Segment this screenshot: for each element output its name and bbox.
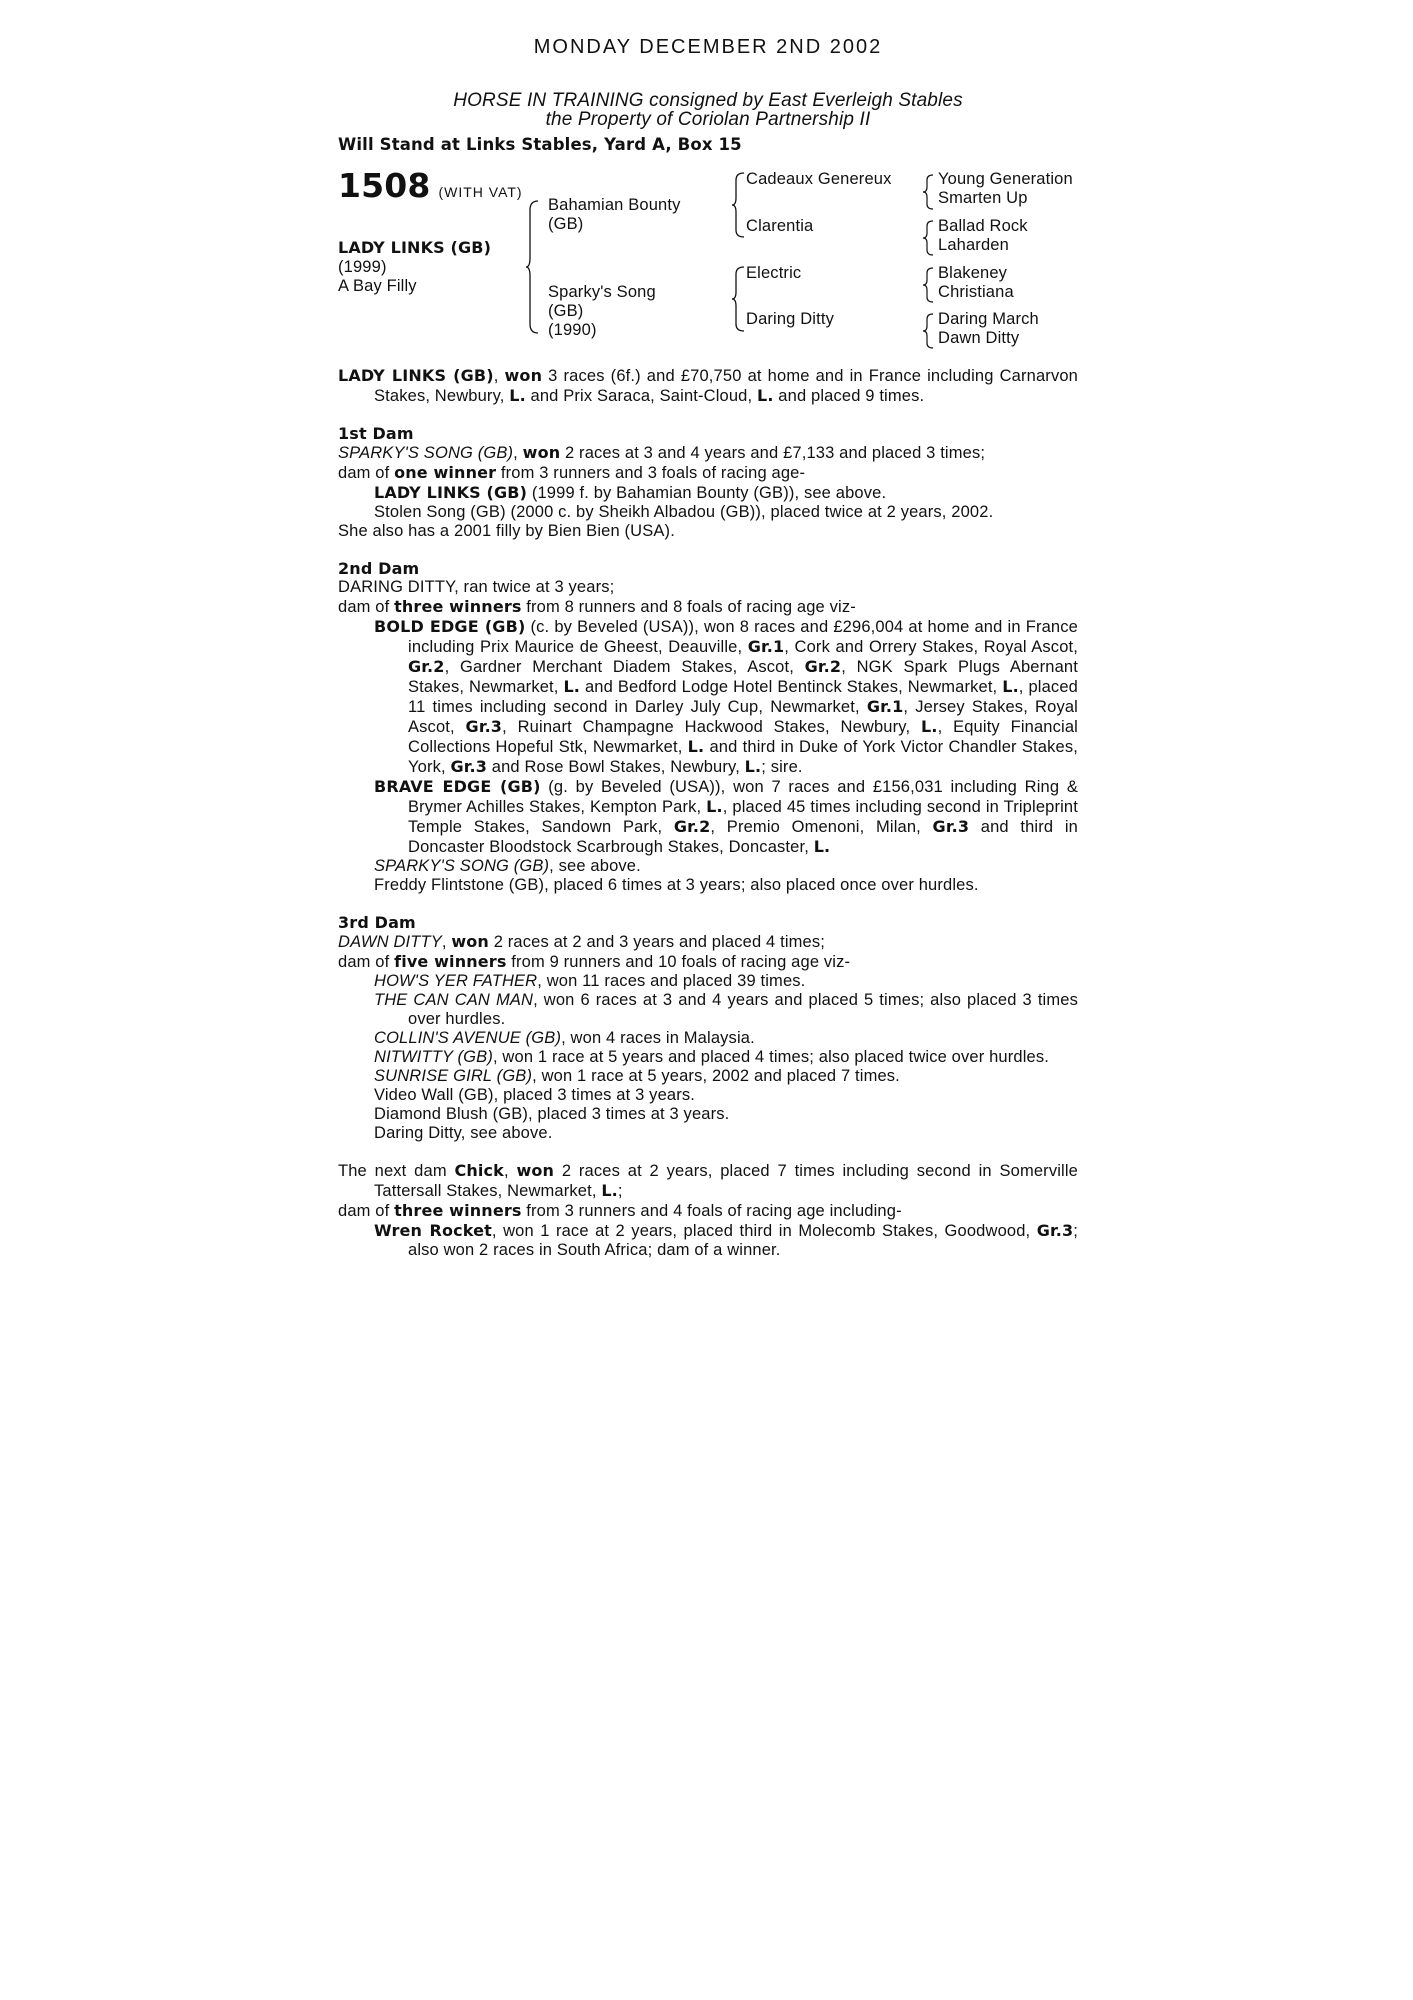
lot-number-line [338,166,523,205]
first-dam-record: SPARKY'S SONG (GB), won 2 races at 3 and 4 years and £7,133 and placed 3 times; [338,443,986,462]
progeny-entry: Daring Ditty, see above. [374,1124,553,1142]
pedigree-brace-sire [732,172,746,238]
first-dam-produce: dam of one winner from 3 runners and 3 foals of racing age- [338,463,806,482]
next-dam-section [338,1161,1078,1260]
progeny-entry: COLLIN'S AVENUE (GB), won 4 races in Malaysia. [374,1029,755,1047]
second-dam-record: DARING DITTY, ran twice at 3 years; [338,578,615,596]
sire-country: (GB) [548,215,584,233]
pedigree-brace-gg3 [923,267,935,303]
dam-sire: Electric [746,264,802,282]
progeny-entry: NITWITTY (GB), won 1 race at 5 years and placed 4 times; also placed twice over hurdles. [374,1048,1050,1066]
progeny-entry: Video Wall (GB), placed 3 times at 3 years. [374,1086,695,1104]
pedigree-brace-dam [732,266,746,332]
second-dam-produce: dam of three winners from 8 runners and 8 foals of racing age viz- [338,597,856,616]
dam-name: Sparky's Song [548,283,656,301]
horse-year: (1999) [338,258,387,276]
horse-description: A Bay Filly [338,277,417,295]
progeny-entry: HOW'S YER FATHER, won 11 races and placed 39 times. [374,972,806,990]
progeny-entry: Wren Rocket, won 1 race at 2 years, placed third in Molecomb Stakes, Goodwood, Gr.3; also won 2 races in South Africa; dam of a winner. [374,1221,1078,1259]
gg-sire-sire-dam: Smarten Up [938,189,1028,207]
progeny-entry: SUNRISE GIRL (GB), won 1 race at 5 years, 2002 and placed 7 times. [374,1067,900,1085]
progeny-entry: THE CAN CAN MAN, won 6 races at 3 and 4 years and placed 5 times; also placed 3 times over hurdles. [374,991,1078,1028]
progeny-entry: SPARKY'S SONG (GB), see above. [374,857,641,875]
gg-dam-dam-sire: Daring March [938,310,1039,328]
lot-number: 1508 [338,166,431,205]
sale-date: MONDAY DECEMBER 2ND 2002 [533,36,883,58]
pedigree-brace-gg2 [923,220,935,256]
progeny-entry: BRAVE EDGE (GB) (g. by Beveled (USA)), won 7 races and £156,031 including Ring & Brymer Achilles Stakes, Kempton Park, L., placed 45 times including second in Tripleprint Temple Stakes, Sandown Park, Gr.2, Premio Omenoni, Milan, Gr.3 and third in Doncaster Bloodstock Scarbrough Stakes, Doncaster, L. [374,777,1079,856]
gg-sire-sire-sire: Young Generation [938,170,1073,188]
progeny-entry: LADY LINKS (GB) (1999 f. by Bahamian Bounty (GB)), see above. [374,483,887,502]
third-dam-produce: dam of five winners from 9 runners and 10 foals of racing age viz- [338,952,851,971]
gg-dam-sire-sire: Blakeney [938,264,1008,282]
pedigree-table [338,166,1078,362]
sire-dam: Clarentia [746,217,814,235]
progeny-entry: BOLD EDGE (GB) (c. by Beveled (USA)), won 8 races and £296,004 at home and in France including Prix Maurice de Gheest, Deauville, Gr.1, Cork and Orrery Stakes, Royal Ascot, Gr.2, Gardner Merchant Diadem Stakes, Ascot, Gr.2, NGK Spark Plugs Abernant Stakes, Newmarket, L. and Bedford Lodge Hotel Bentinck Stakes, Newmarket, L., placed 11 times including second in Darley July Cup, Newmarket, Gr.1, Jersey Stakes, Royal Ascot, Gr.3, Ruinart Champagne Hackwood Stakes, Newbury, L., Equity Financial Collections Hopeful Stk, Newmarket, L. and third in Duke of York Victor Chandler Stakes, York, Gr.3 and Rose Bowl Stakes, Newbury, L.; sire. [374,617,1078,776]
next-dam-record: The next dam Chick, won 2 races at 2 years, placed 7 times including second in Somerville Tattersall Stakes, Newmarket, L.; [338,1161,1078,1200]
dam-country: (GB) [548,302,584,320]
second-dam-heading: 2nd Dam [338,559,420,578]
catalogue-page [338,38,1078,1260]
consignment-line-2: the Property of Coriolan Partnership II [545,109,871,130]
gg-sire-dam-dam: Laharden [938,236,1009,254]
consignment-line-1: HORSE IN TRAINING consigned by East Everleigh Stables [453,90,963,111]
third-dam-record: DAWN DITTY, won 2 races at 2 and 3 years and placed 4 times; [338,932,825,951]
pedigree-brace-gg4 [923,313,935,349]
second-dam-section [338,559,1078,895]
sire-sire: Cadeaux Genereux [746,170,892,188]
dam-dam: Daring Ditty [746,310,834,328]
pedigree-brace-gg1 [923,174,935,210]
gg-dam-dam-dam: Dawn Ditty [938,329,1020,347]
pedigree-brace-main [526,200,540,334]
gg-sire-dam-sire: Ballad Rock [938,217,1028,235]
horse-name: LADY LINKS (GB) [338,238,492,257]
dam-year: (1990) [548,321,597,339]
progeny-entry: Diamond Blush (GB), placed 3 times at 3 years. [374,1105,730,1123]
third-dam-section [338,913,1078,1143]
first-dam-heading: 1st Dam [338,424,414,443]
gg-dam-sire-dam: Christiana [938,283,1014,301]
next-dam-produce: dam of three winners from 3 runners and 4 foals of racing age including- [338,1201,902,1220]
sire-name: Bahamian Bounty [548,196,681,214]
progeny-entry: Stolen Song (GB) (2000 c. by Sheikh Albadou (GB)), placed twice at 2 years, 2002. [374,503,994,521]
first-dam-note: She also has a 2001 filly by Bien Bien (USA). [338,522,675,540]
race-summary: LADY LINKS (GB), won 3 races (6f.) and £70,750 at home and in France including Carnarvon Stakes, Newbury, L. and Prix Saraca, Saint-Cloud, L. and placed 9 times. [338,366,1079,405]
third-dam-heading: 3rd Dam [338,913,416,932]
vat-label: (WITH VAT) [438,184,523,200]
progeny-entry: Freddy Flintstone (GB), placed 6 times at 3 years; also placed once over hurdles. [374,876,979,894]
stabling-location: Will Stand at Links Stables, Yard A, Box 15 [338,135,742,154]
first-dam-section [338,424,1078,541]
